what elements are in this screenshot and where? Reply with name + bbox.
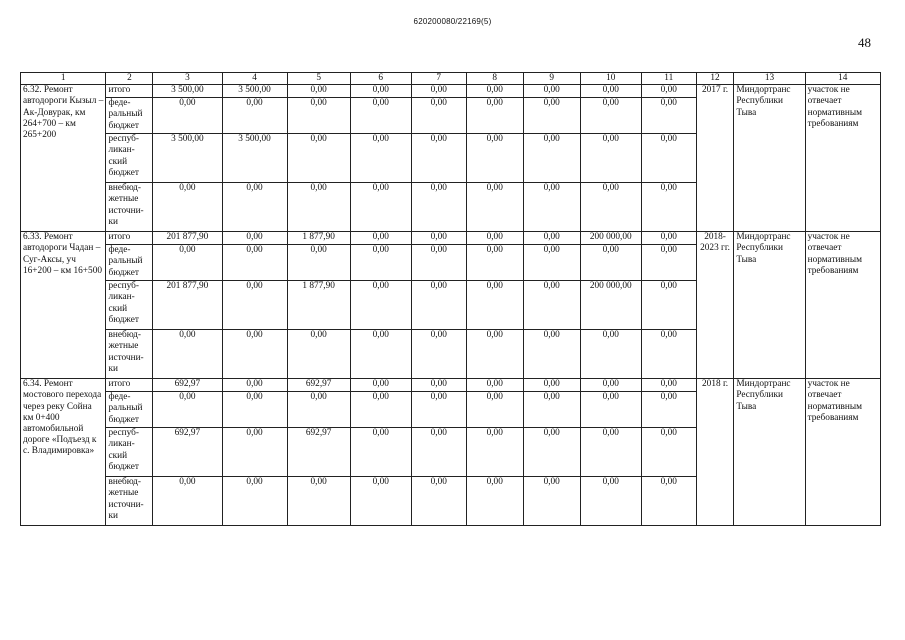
value-cell: 0,00 — [350, 379, 411, 392]
value-cell: 0,00 — [287, 98, 350, 134]
header-cell: 2 — [106, 73, 153, 85]
value-cell: 0,00 — [641, 183, 696, 232]
value-cell: 0,00 — [153, 392, 222, 428]
funding-source-cell: респуб-ликан-ский бюджет — [106, 281, 153, 330]
value-cell: 0,00 — [411, 85, 466, 98]
executor-cell: Миндортранс Республики Тыва — [734, 379, 805, 526]
funding-source-cell: итого — [106, 232, 153, 245]
value-cell: 0,00 — [222, 330, 287, 379]
value-cell: 0,00 — [580, 477, 641, 526]
value-cell: 0,00 — [466, 379, 523, 392]
value-cell: 0,00 — [641, 379, 696, 392]
value-cell: 0,00 — [222, 392, 287, 428]
value-cell: 0,00 — [222, 477, 287, 526]
value-cell: 0,00 — [411, 134, 466, 183]
value-cell: 0,00 — [523, 330, 580, 379]
value-cell: 0,00 — [641, 245, 696, 281]
value-cell: 0,00 — [222, 232, 287, 245]
value-cell: 0,00 — [466, 392, 523, 428]
value-cell: 0,00 — [222, 428, 287, 477]
value-cell: 0,00 — [641, 134, 696, 183]
value-cell: 0,00 — [153, 183, 222, 232]
budget-table — [20, 72, 881, 526]
value-cell: 3 500,00 — [222, 85, 287, 98]
value-cell: 1 877,90 — [287, 281, 350, 330]
value-cell: 0,00 — [523, 232, 580, 245]
funding-source-cell: итого — [106, 85, 153, 98]
value-cell: 0,00 — [580, 134, 641, 183]
value-cell: 0,00 — [350, 392, 411, 428]
funding-source-cell: респуб-ликан-ский бюджет — [106, 134, 153, 183]
value-cell: 0,00 — [580, 379, 641, 392]
value-cell: 0,00 — [287, 134, 350, 183]
value-cell: 0,00 — [580, 98, 641, 134]
value-cell: 0,00 — [523, 245, 580, 281]
year-cell: 2018-2023 гг. — [696, 232, 734, 379]
object-name-cell: 6.34. Ремонт мостового перехода через реку Сойна км 0+400 автомобильной дороге «Подъезд к с. Владимировка» — [21, 379, 106, 526]
value-cell: 0,00 — [641, 281, 696, 330]
value-cell: 0,00 — [350, 477, 411, 526]
header-cell: 1 — [21, 73, 106, 85]
value-cell: 0,00 — [411, 330, 466, 379]
value-cell: 0,00 — [580, 183, 641, 232]
funding-source-cell: феде-ральный бюджет — [106, 245, 153, 281]
value-cell: 0,00 — [580, 245, 641, 281]
value-cell: 692,97 — [153, 428, 222, 477]
value-cell: 0,00 — [287, 183, 350, 232]
header-cell: 6 — [350, 73, 411, 85]
value-cell: 0,00 — [350, 428, 411, 477]
value-cell: 0,00 — [523, 134, 580, 183]
value-cell: 0,00 — [641, 232, 696, 245]
header-cell: 12 — [696, 73, 734, 85]
value-cell: 0,00 — [350, 330, 411, 379]
value-cell: 0,00 — [222, 98, 287, 134]
table-row — [21, 232, 881, 245]
funding-source-cell: респуб-ликан-ский бюджет — [106, 428, 153, 477]
funding-source-cell: внебюд-жетные источни-ки — [106, 330, 153, 379]
year-cell: 2018 г. — [696, 379, 734, 526]
value-cell: 0,00 — [523, 85, 580, 98]
value-cell: 0,00 — [523, 428, 580, 477]
value-cell: 0,00 — [350, 232, 411, 245]
value-cell: 0,00 — [287, 477, 350, 526]
value-cell: 0,00 — [350, 134, 411, 183]
value-cell: 0,00 — [222, 379, 287, 392]
value-cell: 0,00 — [287, 392, 350, 428]
header-cell: 10 — [580, 73, 641, 85]
header-cell: 11 — [641, 73, 696, 85]
funding-source-cell: внебюд-жетные источни-ки — [106, 477, 153, 526]
value-cell: 0,00 — [466, 477, 523, 526]
value-cell: 0,00 — [580, 330, 641, 379]
value-cell: 0,00 — [153, 245, 222, 281]
executor-cell: Миндортранс Республики Тыва — [734, 232, 805, 379]
value-cell: 0,00 — [523, 183, 580, 232]
table-row — [21, 85, 881, 98]
value-cell: 0,00 — [466, 428, 523, 477]
value-cell: 0,00 — [222, 281, 287, 330]
value-cell: 0,00 — [411, 428, 466, 477]
value-cell: 0,00 — [350, 98, 411, 134]
value-cell: 692,97 — [287, 379, 350, 392]
value-cell: 0,00 — [466, 134, 523, 183]
value-cell: 0,00 — [350, 245, 411, 281]
note-cell: участок не отвечает нормативным требованиям — [805, 232, 880, 379]
funding-source-cell: феде-ральный бюджет — [106, 392, 153, 428]
value-cell: 0,00 — [350, 281, 411, 330]
value-cell: 0,00 — [411, 477, 466, 526]
value-cell: 201 877,90 — [153, 281, 222, 330]
funding-source-cell: внебюд-жетные источни-ки — [106, 183, 153, 232]
value-cell: 0,00 — [580, 85, 641, 98]
value-cell: 0,00 — [523, 98, 580, 134]
header-cell: 7 — [411, 73, 466, 85]
value-cell: 0,00 — [641, 98, 696, 134]
note-cell: участок не отвечает нормативным требованиям — [805, 379, 880, 526]
header-cell: 4 — [222, 73, 287, 85]
object-name-cell: 6.33. Ремонт автодороги Чадан – Суг-Аксы, уч 16+200 – км 16+500 — [21, 232, 106, 379]
header-cell: 9 — [523, 73, 580, 85]
note-cell: участок не отвечает нормативным требованиям — [805, 85, 880, 232]
value-cell: 0,00 — [350, 183, 411, 232]
value-cell: 0,00 — [523, 392, 580, 428]
value-cell: 0,00 — [641, 330, 696, 379]
header-cell: 8 — [466, 73, 523, 85]
value-cell: 0,00 — [411, 379, 466, 392]
value-cell: 3 500,00 — [153, 85, 222, 98]
header-row — [21, 73, 881, 85]
value-cell: 0,00 — [641, 477, 696, 526]
value-cell: 0,00 — [466, 98, 523, 134]
table-body — [21, 73, 881, 526]
value-cell: 0,00 — [411, 281, 466, 330]
value-cell: 0,00 — [153, 98, 222, 134]
value-cell: 0,00 — [411, 98, 466, 134]
header-cell: 14 — [805, 73, 880, 85]
value-cell: 0,00 — [523, 379, 580, 392]
value-cell: 0,00 — [350, 85, 411, 98]
value-cell: 0,00 — [466, 232, 523, 245]
value-cell: 0,00 — [580, 392, 641, 428]
value-cell: 0,00 — [411, 232, 466, 245]
page-number: 48 — [858, 35, 871, 50]
value-cell: 0,00 — [523, 477, 580, 526]
value-cell: 0,00 — [222, 183, 287, 232]
value-cell: 0,00 — [466, 183, 523, 232]
value-cell: 200 000,00 — [580, 281, 641, 330]
value-cell: 200 000,00 — [580, 232, 641, 245]
value-cell: 0,00 — [153, 330, 222, 379]
document-id: 620200080/22169(5) — [413, 17, 492, 26]
value-cell: 0,00 — [641, 85, 696, 98]
value-cell: 0,00 — [466, 85, 523, 98]
executor-cell: Миндортранс Республики Тыва — [734, 85, 805, 232]
value-cell: 0,00 — [411, 392, 466, 428]
object-name-cell: 6.32. Ремонт автодороги Кызыл – Ак-Довурак, км 264+700 – км 265+200 — [21, 85, 106, 232]
value-cell: 1 877,90 — [287, 232, 350, 245]
table-row — [21, 379, 881, 392]
value-cell: 0,00 — [287, 245, 350, 281]
value-cell: 0,00 — [411, 183, 466, 232]
value-cell: 0,00 — [411, 245, 466, 281]
funding-source-cell: итого — [106, 379, 153, 392]
value-cell: 0,00 — [466, 330, 523, 379]
value-cell: 0,00 — [466, 245, 523, 281]
value-cell: 0,00 — [153, 477, 222, 526]
value-cell: 0,00 — [641, 428, 696, 477]
value-cell: 692,97 — [287, 428, 350, 477]
value-cell: 3 500,00 — [153, 134, 222, 183]
value-cell: 0,00 — [580, 428, 641, 477]
value-cell: 3 500,00 — [222, 134, 287, 183]
year-cell: 2017 г. — [696, 85, 734, 232]
value-cell: 692,97 — [153, 379, 222, 392]
value-cell: 0,00 — [287, 330, 350, 379]
value-cell: 0,00 — [523, 281, 580, 330]
funding-source-cell: феде-ральный бюджет — [106, 98, 153, 134]
value-cell: 0,00 — [222, 245, 287, 281]
value-cell: 0,00 — [466, 281, 523, 330]
value-cell: 201 877,90 — [153, 232, 222, 245]
header-cell: 5 — [287, 73, 350, 85]
header-cell: 3 — [153, 73, 222, 85]
header-cell: 13 — [734, 73, 805, 85]
value-cell: 0,00 — [641, 392, 696, 428]
value-cell: 0,00 — [287, 85, 350, 98]
